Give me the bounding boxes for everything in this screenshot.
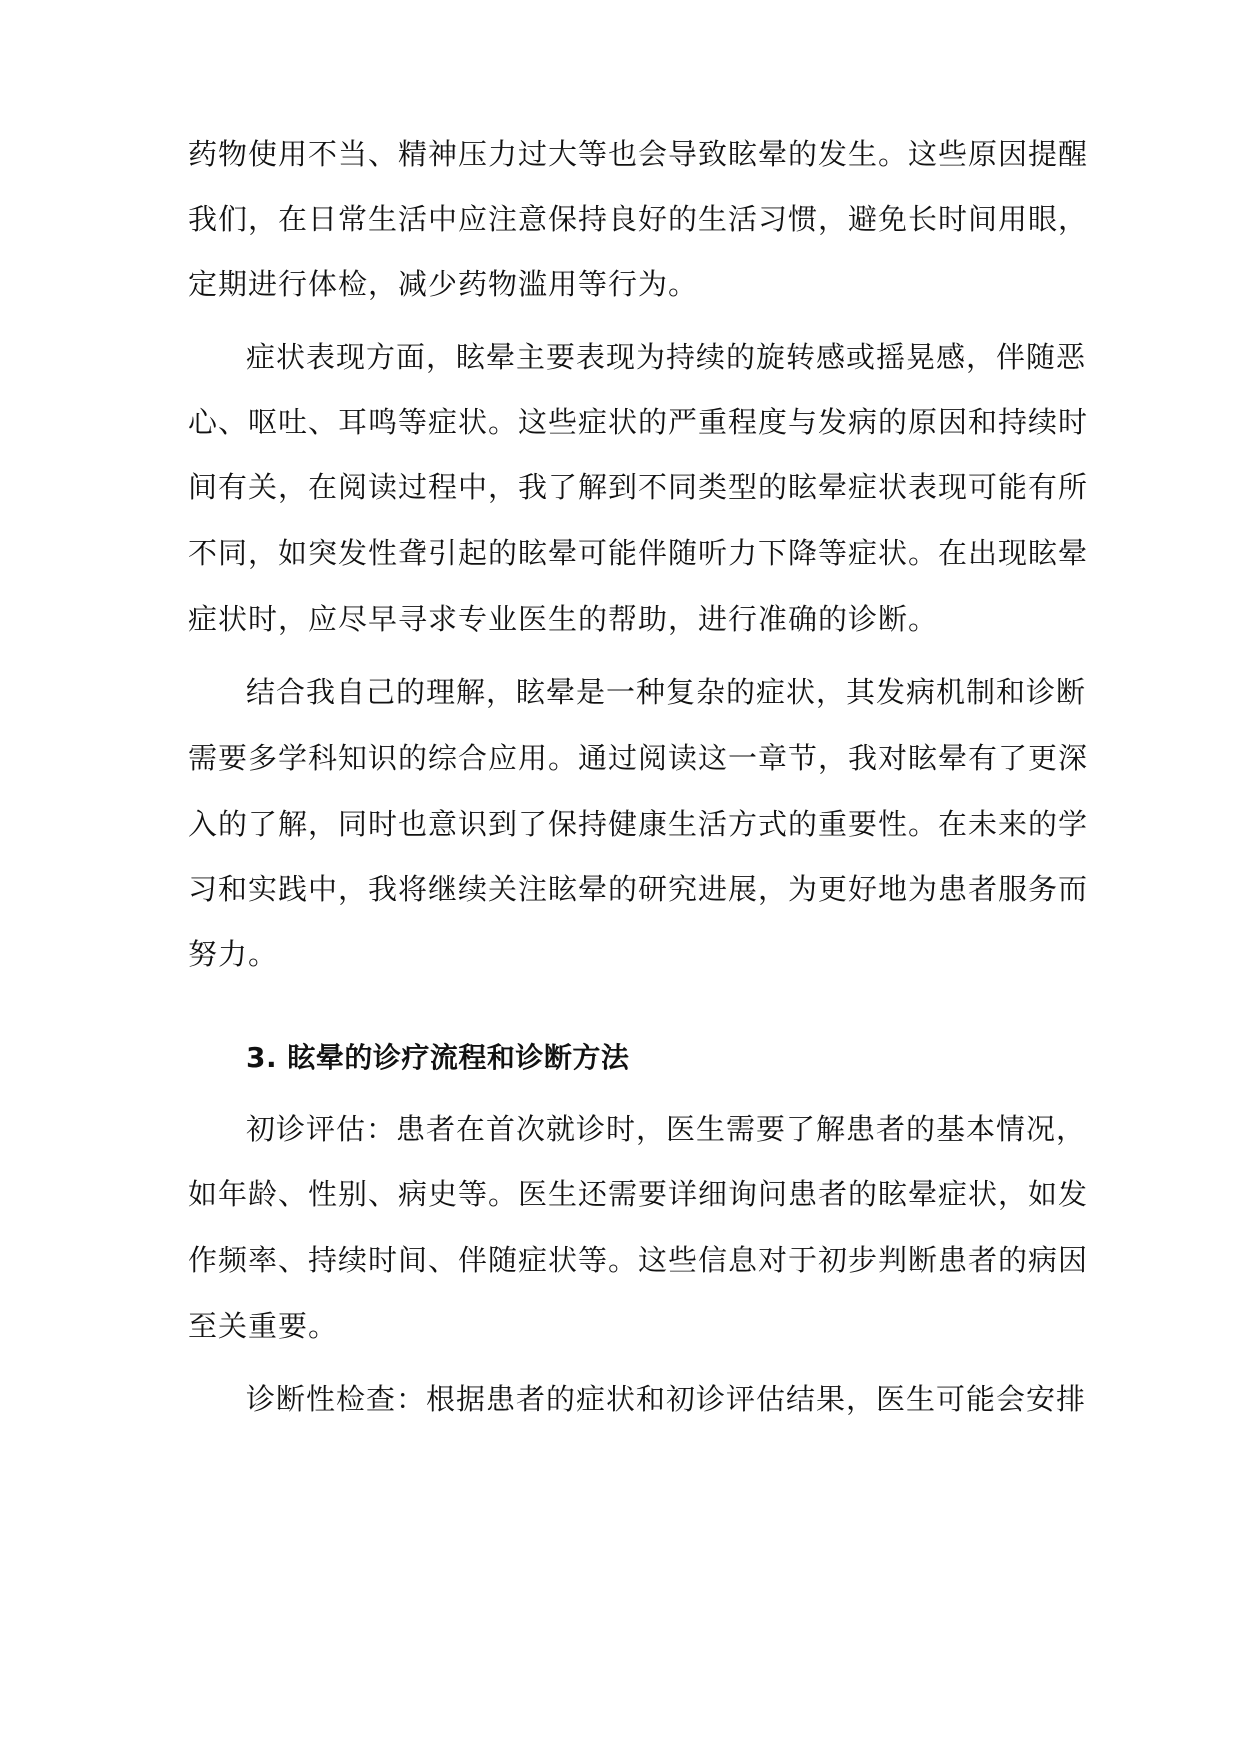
paragraph3-line-5: 努力。 [188,937,279,971]
paragraph4-line-2: 如年龄、性别、病史等。医生还需要详细询问患者的眩晕症状，如发 [188,1177,1089,1211]
paragraph2-line-5: 症状时，应尽早寻求专业医生的帮助，进行准确的诊断。 [188,602,939,636]
paragraph3-line-2: 需要多学科知识的综合应用。通过阅读这一章节，我对眩晕有了更深 [188,741,1089,775]
paragraph1-line-1: 药物使用不当、精神压力过大等也会导致眩晕的发生。这些原因提醒 [188,137,1089,171]
paragraph2-line-2: 心、呕吐、耳鸣等症状。这些症状的严重程度与发病的原因和持续时 [188,405,1089,439]
paragraph3-line-1: 结合我自己的理解，眩晕是一种复杂的症状，其发病机制和诊断 [246,675,1087,709]
paragraph4-line-4: 至关重要。 [188,1309,339,1343]
paragraph5-line-1: 诊断性检查：根据患者的症状和初诊评估结果，医生可能会安排 [246,1382,1087,1416]
paragraph4-line-3: 作频率、持续时间、伴随症状等。这些信息对于初步判断患者的病因 [188,1243,1089,1277]
section-heading: 3. 眩晕的诊疗流程和诊断方法 [246,1041,630,1074]
paragraph2-line-4: 不同，如突发性聋引起的眩晕可能伴随听力下降等症状。在出现眩晕 [188,536,1089,570]
paragraph2-line-3: 间有关，在阅读过程中，我了解到不同类型的眩晕症状表现可能有所 [188,470,1089,504]
paragraph1-line-2: 我们，在日常生活中应注意保持良好的生活习惯，避免长时间用眼， [188,202,1089,236]
paragraph3-line-4: 习和实践中，我将继续关注眩晕的研究进展，为更好地为患者服务而 [188,872,1089,906]
paragraph3-line-3: 入的了解，同时也意识到了保持健康生活方式的重要性。在未来的学 [188,807,1089,841]
paragraph2-line-1: 症状表现方面，眩晕主要表现为持续的旋转感或摇晃感，伴随恶 [246,340,1087,374]
paragraph4-line-1: 初诊评估：患者在首次就诊时，医生需要了解患者的基本情况， [246,1112,1087,1146]
paragraph1-line-3: 定期进行体检，减少药物滥用等行为。 [188,267,699,301]
